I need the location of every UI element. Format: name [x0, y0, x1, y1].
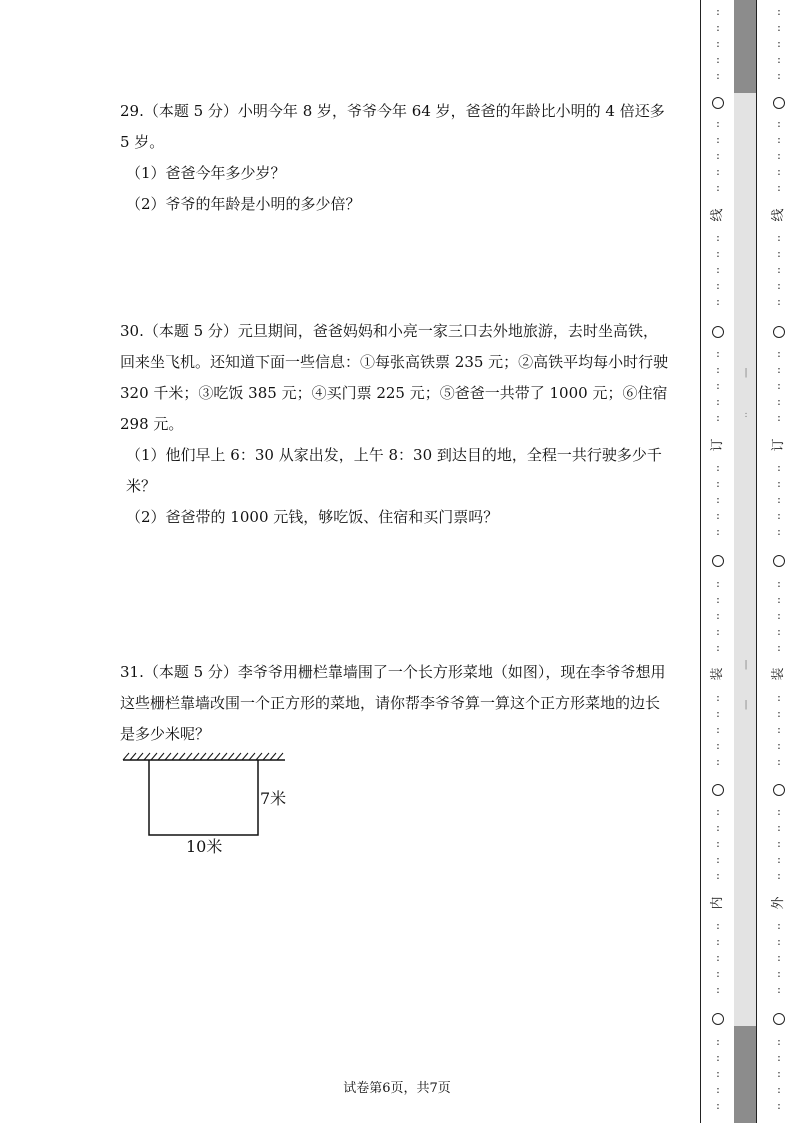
margin-label: 装: [771, 667, 786, 681]
circle-mark: [773, 326, 785, 338]
dotted-line: : : : : :: [777, 231, 781, 308]
margin-line: [700, 0, 701, 1123]
question-part: （2）爸爸带的 1000 元钱，够吃饭、住宿和买门票吗？: [126, 508, 499, 526]
page-footer: 试卷第6页，共7页: [343, 1081, 451, 1096]
question-part: （1）他们早上 6：30 从家出发，上午 8：30 到达目的地，全程一共行驶多少千米？: [126, 446, 662, 495]
circle-mark: [712, 784, 724, 796]
question-stem: 29.（本题 5 分）小明今年 8 岁，爷爷今年 64 岁，爸爸的年龄比小明的 4 倍还多 5 岁。: [120, 102, 665, 151]
margin-mark: |: [744, 660, 748, 670]
margin-shade: [734, 93, 756, 1026]
margin-label: 订: [771, 438, 786, 452]
margin-mark: |: [744, 700, 748, 710]
dotted-line: : : : : :: [777, 919, 781, 996]
dotted-line: : : : : :: [716, 117, 720, 194]
margin-label: 订: [710, 438, 725, 452]
margin-label: 内: [710, 896, 725, 910]
fence-outline: [149, 760, 258, 835]
dotted-line: : : : : :: [716, 347, 720, 424]
circle-mark: [773, 784, 785, 796]
dotted-line: : : : : :: [716, 5, 720, 82]
circle-mark: [712, 555, 724, 567]
dotted-line: : : : : :: [777, 5, 781, 82]
circle-mark: [712, 326, 724, 338]
dotted-line: : : : : :: [777, 461, 781, 538]
question-stem: 31.（本题 5 分）李爷爷用栅栏靠墙围了一个长方形菜地（如图），现在李爷爷想用这些栅栏靠墙改围一个正方形的菜地，请你帮李爷爷算一算这个正方形菜地的边长是多少米呢？: [120, 663, 666, 743]
garden-figure: [118, 748, 298, 858]
dotted-line: : : : : :: [777, 691, 781, 768]
circle-mark: [773, 555, 785, 567]
dotted-line: : : : : :: [777, 805, 781, 882]
margin-mark: |: [744, 368, 748, 378]
question-30: [120, 316, 672, 533]
question-29: [120, 96, 672, 220]
question-stem: 30.（本题 5 分）元旦期间，爸爸妈妈和小亮一家三口去外地旅游，去时坐高铁，回来坐飞机。还知道下面一些信息：①每张高铁票 235 元；②高铁平均每小时行驶 320 千米；③吃饭 385 元；④买门票 225 元；⑤爸爸一共带了 1000 元；⑥住宿 298 元。: [120, 322, 669, 433]
question-31: [120, 657, 672, 750]
circle-mark: [773, 1013, 785, 1025]
margin-shade: [734, 1026, 756, 1123]
dotted-line: : : : : :: [716, 805, 720, 882]
dotted-line: : : : : :: [716, 919, 720, 996]
dotted-line: : : : : :: [777, 347, 781, 424]
dotted-line: : : : : :: [716, 691, 720, 768]
circle-mark: [712, 1013, 724, 1025]
margin-label: 装: [710, 667, 725, 681]
circle-mark: [712, 97, 724, 109]
dotted-line: : : : : :: [716, 461, 720, 538]
width-label: 10米: [186, 837, 223, 856]
margin-label: 外: [771, 896, 786, 910]
dotted-line: : : : : :: [716, 1035, 720, 1112]
dotted-line: : : : : :: [777, 117, 781, 194]
wall-hatch: [123, 753, 285, 760]
margin-label: 线: [710, 208, 725, 222]
height-label: 7米: [260, 789, 287, 808]
margin-line: [756, 0, 757, 1123]
question-part: （2）爷爷的年龄是小明的多少倍？: [126, 195, 361, 213]
margin-shade: [734, 0, 756, 93]
dotted-line: : : : : :: [716, 577, 720, 654]
question-part: （1）爸爸今年多少岁？: [126, 164, 286, 182]
margin-mark: :: [744, 410, 748, 420]
dotted-line: : : : : :: [777, 1035, 781, 1112]
circle-mark: [773, 97, 785, 109]
dotted-line: : : : : :: [716, 231, 720, 308]
dotted-line: : : : : :: [777, 577, 781, 654]
margin-label: 线: [771, 208, 786, 222]
